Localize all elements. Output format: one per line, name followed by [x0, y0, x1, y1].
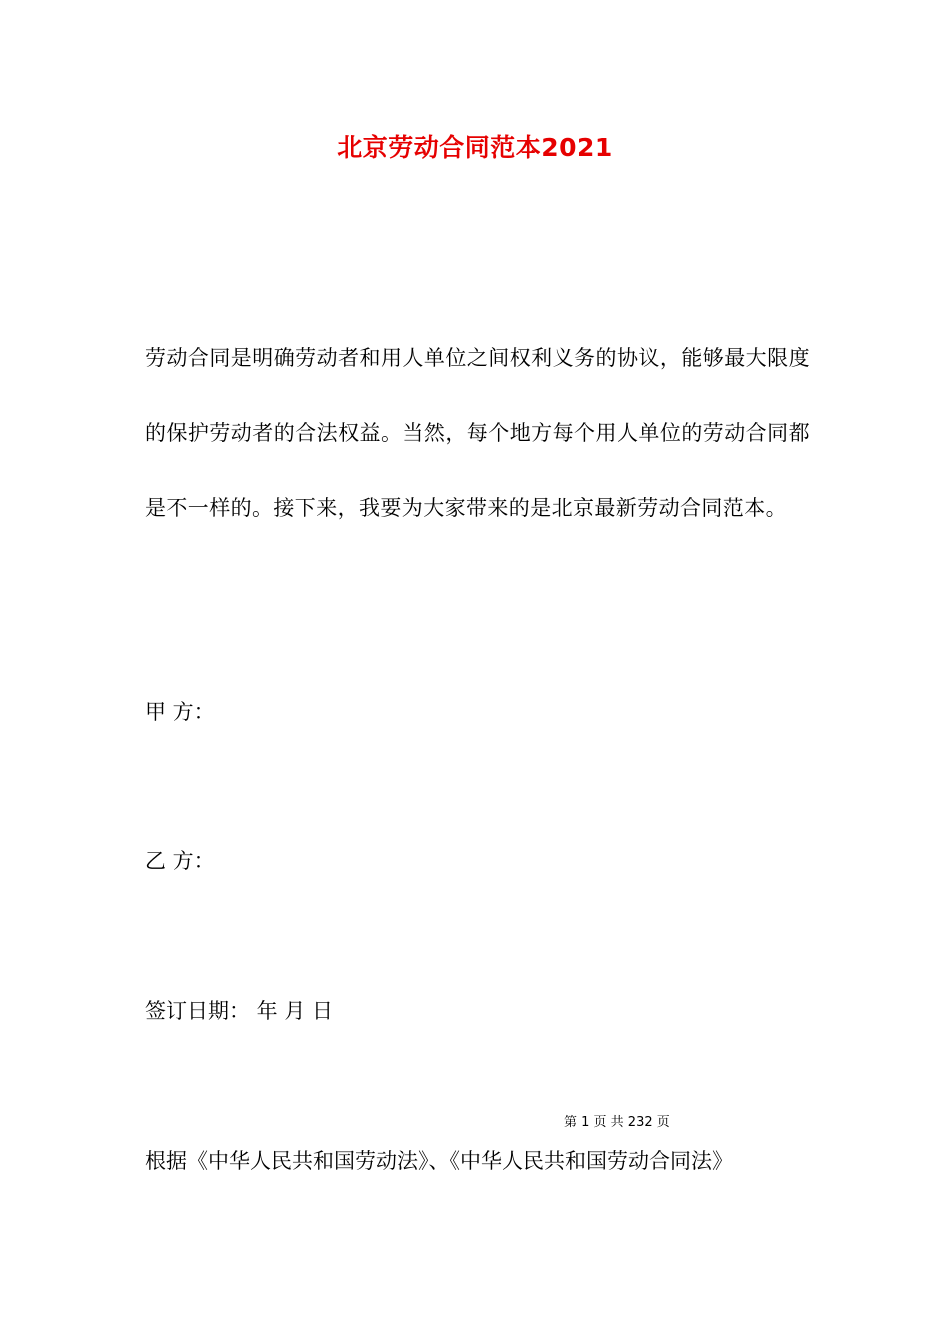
- page-number-footer: 第 1 页 共 232 页: [564, 1115, 670, 1130]
- law-reference-line: 根据《中华人民共和国劳动法》、《中华人民共和国劳动合同法》: [145, 1149, 733, 1173]
- party-b-label: 乙 方：: [145, 849, 215, 873]
- document-title: 北京劳动合同范本2021: [337, 133, 613, 162]
- signing-date-label: 签订日期： 年 月 日: [145, 999, 334, 1023]
- intro-paragraph: 劳动合同是明确劳动者和用人单位之间权利义务的协议，能够最大限度的保护劳动者的合法权益。当然，每个地方每个用人单位的劳动合同都是不一样的。接下来，我要为大家带来的是北京最新劳动合同范本。: [145, 346, 810, 520]
- party-a-label: 甲 方：: [145, 700, 215, 724]
